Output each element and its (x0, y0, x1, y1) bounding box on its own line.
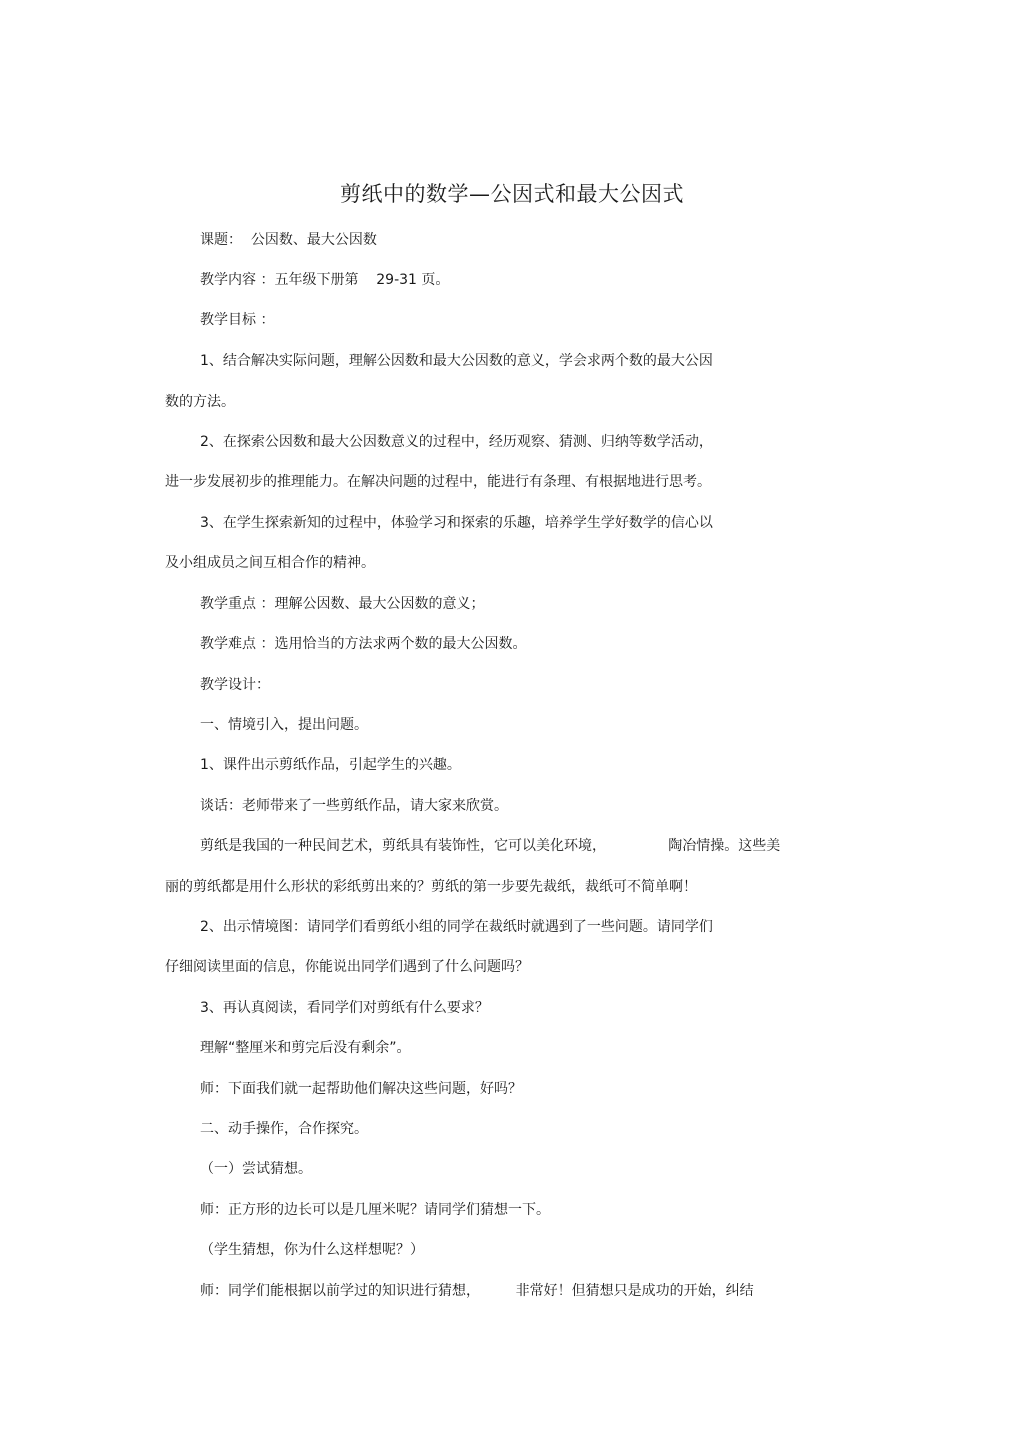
text-line: 1、结合解决实际问题，理解公因数和最大公因数的意义，学会求两个数的最大公因 (200, 353, 713, 369)
text-line: （一）尝试猜想。 (200, 1161, 312, 1177)
text-line: 师：正方形的边长可以是几厘米呢？请同学们猜想一下。 (200, 1202, 550, 1218)
text-line: 教学设计： (200, 677, 270, 693)
text-line: 谈话：老师带来了一些剪纸作品，请大家来欣赏。 (200, 798, 508, 814)
text-line: 教学内容 ：五年级下册第 29-31 页。 (200, 272, 450, 288)
text-line: 教学难点 ：选用恰当的方法求两个数的最大公因数。 (200, 636, 527, 652)
text-line: 理解“整厘米和剪完后没有剩余”。 (200, 1040, 411, 1056)
document-title: 剪纸中的数学—公因式和最大公因式 (340, 182, 684, 206)
text-line: 二、动手操作，合作探究。 (200, 1121, 368, 1137)
text-line: 丽的剪纸都是用什么形状的彩纸剪出来的？剪纸的第一步要先裁纸，裁纸可不简单啊！ (165, 879, 697, 895)
text-line: 师：下面我们就一起帮助他们解决这些问题，好吗？ (200, 1081, 522, 1097)
text-line: 及小组成员之间互相合作的精神。 (165, 555, 375, 571)
text-line: 进一步发展初步的推理能力。在解决问题的过程中，能进行有条理、有根据地进行思考。 (165, 474, 711, 490)
text-line: 一、情境引入，提出问题。 (200, 717, 368, 733)
text-line: 课题： 公因数、最大公因数 (200, 232, 377, 248)
text-line: 教学重点 ：理解公因数、最大公因数的意义； (200, 596, 485, 612)
text-line: 仔细阅读里面的信息，你能说出同学们遇到了什么问题吗？ (165, 959, 529, 975)
text-line: 师：同学们能根据以前学过的知识进行猜想， 非常好！但猜想只是成功的开始，纠结 (200, 1283, 754, 1299)
text-line: 剪纸是我国的一种民间艺术，剪纸具有装饰性，它可以美化环境， 陶冶情操。这些美 (200, 838, 781, 854)
text-line: 2、在探索公因数和最大公因数意义的过程中，经历观察、猜测、归纳等数学活动， (200, 434, 713, 450)
text-line: 教学目标 ： (200, 312, 275, 328)
text-line: 数的方法。 (165, 394, 235, 410)
text-line: 3、再认真阅读，看同学们对剪纸有什么要求？ (200, 1000, 489, 1016)
text-line: （学生猜想，你为什么这样想呢？） (200, 1242, 424, 1258)
text-line: 1、课件出示剪纸作品，引起学生的兴趣。 (200, 757, 461, 773)
text-line: 3、在学生探索新知的过程中，体验学习和探索的乐趣，培养学生学好数学的信心以 (200, 515, 713, 531)
text-line: 2、出示情境图：请同学们看剪纸小组的同学在裁纸时就遇到了一些问题。请同学们 (200, 919, 713, 935)
